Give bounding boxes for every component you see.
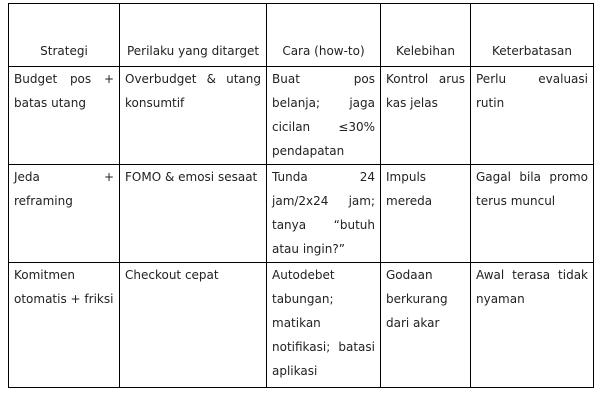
- table-cell: Checkout cepat: [120, 263, 267, 388]
- table-cell: Godaan berkurang dari akar: [381, 263, 471, 388]
- table-header-row: [9, 4, 594, 67]
- table-cell: Buat pos belanja; jaga cicilan ≤30% pendapatan: [267, 67, 381, 165]
- header-keterbatasan: Keterbatasan: [471, 4, 594, 67]
- header-kelebihan: Kelebihan: [381, 4, 471, 67]
- table-cell: FOMO & emosi sesaat: [120, 165, 267, 263]
- table-cell: Tunda 24 jam/2x24 jam; tanya “butuh atau ingin?”: [267, 165, 381, 263]
- table-cell: Autodebet tabungan; matikan notifikasi; batasi aplikasi: [267, 263, 381, 388]
- table-row: [9, 67, 594, 165]
- header-strategi: Strategi: [9, 4, 120, 67]
- table-cell: Kontrol arus kas jelas: [381, 67, 471, 165]
- table-cell: Budget pos + batas utang: [9, 67, 120, 165]
- header-perilaku: Perilaku yang ditarget: [120, 4, 267, 67]
- table-cell: Perlu evaluasi rutin: [471, 67, 594, 165]
- strategy-table: [8, 3, 594, 388]
- table-cell: Jeda + reframing: [9, 165, 120, 263]
- table-row: [9, 165, 594, 263]
- table-cell: Impuls mereda: [381, 165, 471, 263]
- table-cell: Gagal bila promo terus muncul: [471, 165, 594, 263]
- table-cell: Komitmen otomatis + friksi: [9, 263, 120, 388]
- header-cara: Cara (how-to): [267, 4, 381, 67]
- table-cell: Overbudget & utang konsumtif: [120, 67, 267, 165]
- table-row: [9, 263, 594, 388]
- table-cell: Awal terasa tidak nyaman: [471, 263, 594, 388]
